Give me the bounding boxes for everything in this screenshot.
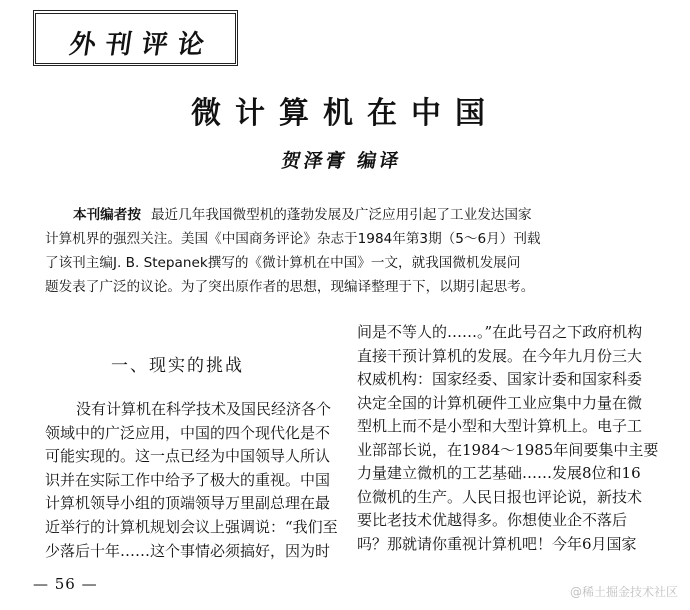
text-line: 型机上而不是小型和大型计算机上。电子工 (357, 417, 643, 435)
text-line: 业部部长说，在1984～1985年间要集中主要 (357, 440, 659, 459)
text-line: 识并在实际工作中给予了极大的重视。中国 (45, 470, 331, 489)
text-line: 领域中的广泛应用，中国的四个现代化是不 (45, 423, 331, 442)
text-line: 决定全国的计算机硬件工业应集中力量在微 (357, 393, 643, 412)
text-line: 力量建立微机的工艺基础……发展8位和16 (357, 464, 641, 482)
left-column-text (45, 398, 338, 563)
column-label: 外刊评论 (67, 30, 216, 60)
text-line: 近举行的计算机规划会议上强调说：“我们至 (45, 517, 338, 536)
editor-note-line: 了该刊主编J. B. Stepanek撰写的《微计算机在中国》一文，就我国微机发展问 (45, 255, 521, 271)
text-line: 间是不等人的……。”在此号召之下政府机构 (357, 323, 643, 341)
text-line: 位微机的生产。人民日报也评论说，新技术 (357, 487, 643, 506)
column-label-box (33, 10, 238, 66)
text-line: 直接干预计算机的发展。在今年九月份三大 (357, 346, 643, 365)
watermark: @稀土掘金技术社区 (569, 585, 678, 599)
section-heading: 一、现实的挑战 (111, 356, 244, 376)
text-line: 吗？那就请你重视计算机吧！今年6月国家 (357, 534, 637, 553)
editor-note-line: 本刊编者按 最近几年我国微型机的蓬勃发展及广泛应用引起了工业发达国家 (73, 207, 532, 223)
text-line: 要比老技术优越得多。你想使业企不落后 (357, 511, 628, 529)
article-title: 微计算机在中国 (191, 96, 499, 131)
text-line: 可能实现的。这一点已经为中国领导人所认 (45, 447, 331, 466)
text-line: 计算机领导小组的顶端领导万里副总理在最 (45, 494, 331, 513)
editor-note-lead: 本刊编者按 (73, 207, 141, 223)
editor-note (45, 203, 645, 299)
translator-credit: 贺泽膏 编译 (279, 150, 404, 172)
right-column-text (357, 321, 667, 556)
page-number: — 56 — (33, 575, 98, 593)
editor-note-line: 题发表了广泛的议论。为了突出原作者的思想，现编译整理于下，以期引起思考。 (45, 279, 535, 295)
text-line: 没有计算机在科学技术及国民经济各个 (76, 400, 332, 418)
text-line: 权威机构：国家经委、国家计委和国家科委 (357, 370, 643, 388)
text-line: 少落后十年……这个事情必须搞好，因为时 (45, 541, 331, 560)
editor-note-line: 计算机界的强烈关注。美国《中国商务评论》杂志于1984年第3期（5～6月）刊载 (45, 231, 541, 247)
